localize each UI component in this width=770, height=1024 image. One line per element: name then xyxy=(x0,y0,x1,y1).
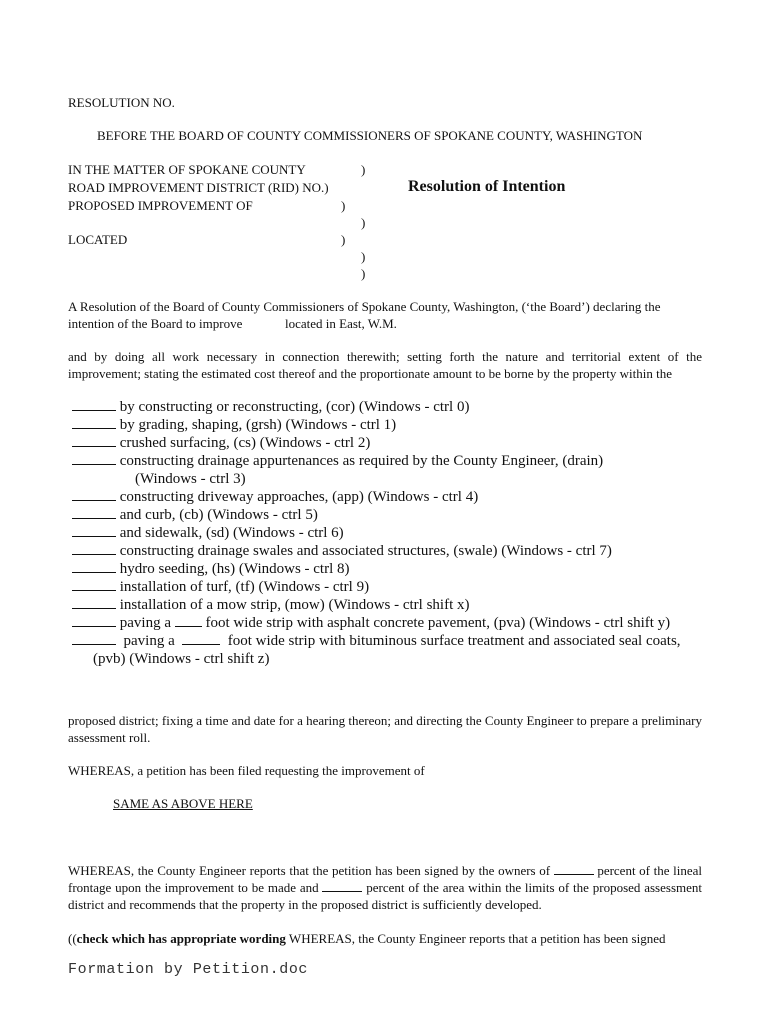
blank-line xyxy=(175,614,202,627)
caption-line-1: IN THE MATTER OF SPOKANE COUNTY xyxy=(68,162,306,177)
caption-paren: ) xyxy=(361,266,366,281)
list-item: paving a foot wide strip with bituminous surface treatment and associated seal coats, xyxy=(72,632,681,650)
blank-line xyxy=(182,632,220,645)
blank-line xyxy=(72,560,116,573)
caption-paren: ) xyxy=(341,198,346,213)
check-wording-line: ((check which has appropriate wording WHEREAS, the County Engineer reports that a petition has been signed xyxy=(68,931,666,946)
list-item: constructing driveway approaches, (app) (Windows - ctrl 4) xyxy=(72,488,478,506)
list-item: installation of a mow strip, (mow) (Windows - ctrl shift x) xyxy=(72,596,470,614)
district-paragraph: proposed district; fixing a time and date for a hearing thereon; and directing the County Engineer to prepare a preliminary assessment roll. xyxy=(68,713,702,745)
intro-line-1: A Resolution of the Board of County Commissioners of Spokane County, Washington, (‘the Board’) declaring the xyxy=(68,299,661,314)
resolution-number: RESOLUTION NO. xyxy=(68,95,175,110)
blank-line xyxy=(322,880,362,892)
intro-line-2b: located in East, W.M. xyxy=(285,316,397,331)
document-title: Resolution of Intention xyxy=(408,178,566,195)
blank-line xyxy=(72,488,116,501)
list-item: constructing drainage appurtenances as required by the County Engineer, (drain) xyxy=(72,452,603,470)
blank-line xyxy=(72,452,116,465)
blank-line xyxy=(554,863,594,875)
list-item-continuation: (pvb) (Windows - ctrl shift z) xyxy=(93,651,270,667)
same-as-above: SAME AS ABOVE HERE xyxy=(113,796,253,811)
blank-line xyxy=(72,542,116,555)
caption-paren: ) xyxy=(361,249,366,264)
list-item: by constructing or reconstructing, (cor) (Windows - ctrl 0) xyxy=(72,398,469,416)
list-item: and sidewalk, (sd) (Windows - ctrl 6) xyxy=(72,524,344,542)
blank-line xyxy=(72,596,116,609)
list-item: and curb, (cb) (Windows - ctrl 5) xyxy=(72,506,318,524)
list-item: crushed surfacing, (cs) (Windows - ctrl 2) xyxy=(72,434,370,452)
blank-line xyxy=(72,614,116,627)
blank-line xyxy=(72,524,116,537)
list-item: paving a foot wide strip with asphalt concrete pavement, (pva) (Windows - ctrl shift y) xyxy=(72,614,670,632)
footer-filename: Formation by Petition.doc xyxy=(68,961,309,978)
caption-paren: ) xyxy=(341,232,346,247)
board-heading: BEFORE THE BOARD OF COUNTY COMMISSIONERS OF SPOKANE COUNTY, WASHINGTON xyxy=(97,128,643,143)
list-item: installation of turf, (tf) (Windows - ctrl 9) xyxy=(72,578,369,596)
list-item: by grading, shaping, (grsh) (Windows - ctrl 1) xyxy=(72,416,396,434)
whereas-petition: WHEREAS, a petition has been filed requesting the improvement of xyxy=(68,763,425,778)
blank-line xyxy=(72,578,116,591)
caption-paren: ) xyxy=(361,162,366,177)
caption-line-4: LOCATED xyxy=(68,232,128,247)
list-item: constructing drainage swales and associated structures, (swale) (Windows - ctrl 7) xyxy=(72,542,612,560)
blank-line xyxy=(72,434,116,447)
caption-line-3: PROPOSED IMPROVEMENT OF xyxy=(68,198,253,213)
blank-line xyxy=(72,506,116,519)
list-item-continuation: (Windows - ctrl 3) xyxy=(135,471,246,487)
caption-paren: ) xyxy=(361,215,366,230)
intro-paragraph: and by doing all work necessary in connection therewith; setting forth the nature and territorial extent of the improvement; stating the estimated cost thereof and the proportionate amount to be borne by the property within the xyxy=(68,349,702,381)
blank-line xyxy=(72,632,116,645)
blank-line xyxy=(72,416,116,429)
caption-line-2: ROAD IMPROVEMENT DISTRICT (RID) NO.) xyxy=(68,180,329,195)
intro-line-2a: intention of the Board to improve xyxy=(68,316,243,331)
list-item: hydro seeding, (hs) (Windows - ctrl 8) xyxy=(72,560,350,578)
blank-line xyxy=(72,398,116,411)
whereas-engineer-paragraph: WHEREAS, the County Engineer reports that the petition has been signed by the owners of percent of the lineal frontage upon the improvement to be made and percent of the area within the limits of the proposed assessment district and recommends that the property in the proposed district is sufficiently developed. xyxy=(68,863,703,912)
